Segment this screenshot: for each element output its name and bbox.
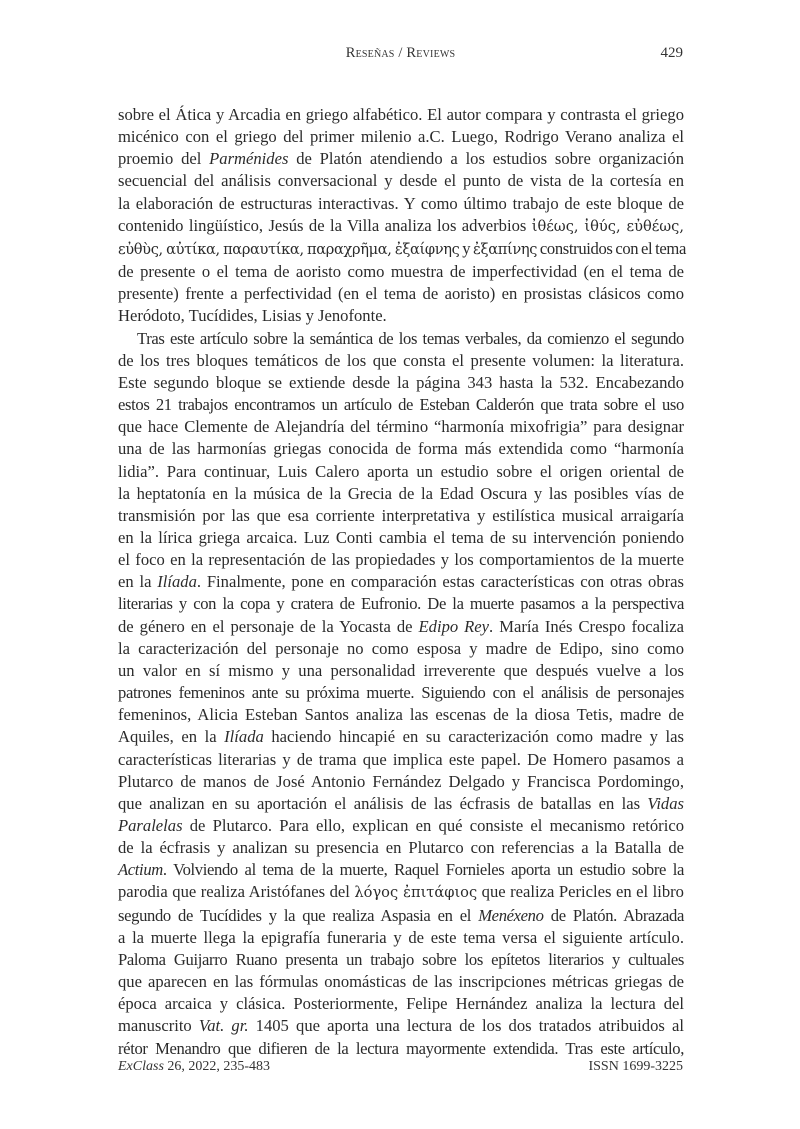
- italic-title: Paralelas: [118, 816, 183, 835]
- text-run: patrones femeninos ante su próxima muerte. Siguiendo con el análisis de personajes: [118, 683, 684, 703]
- text-line: [118, 859, 684, 881]
- text-line: [118, 993, 684, 1015]
- text-run: estos 21 trabajos encontramos un artículo de Esteban Calderón que trata sobre el uso: [118, 395, 684, 415]
- text-run: secuencial del análisis conversacional y desde el punto de vista de la cortesía en: [118, 171, 684, 191]
- text-run: Tras este artículo sobre la semántica de los temas verbales, da comienzo el segundo: [137, 328, 684, 348]
- text-run: de los tres bloques temáticos de los que consta el presente volumen: la literatura.: [118, 350, 684, 370]
- text-run: un valor en sí mismo y una personalidad irreverente que después vuelve a los: [118, 660, 684, 680]
- text-line: [118, 837, 684, 859]
- text-line: [118, 215, 684, 238]
- page-header: [118, 45, 683, 67]
- text-line: [118, 170, 684, 192]
- text-line: [118, 616, 684, 638]
- text-run: micénico con el griego del primer milenio a.C. Luego, Rodrigo Verano analiza el: [118, 127, 684, 147]
- text-run: Plutarco de manos de José Antonio Fernández Delgado y Francisca Pordomingo,: [118, 771, 684, 791]
- text-line: [118, 571, 684, 593]
- italic-title: Menéxeno: [478, 905, 544, 925]
- text-line: [118, 438, 684, 460]
- text-run: de género en el personaje de la Yocasta de: [118, 616, 419, 636]
- italic-title: Parménides: [209, 149, 289, 169]
- italic-title: Ilíada: [157, 572, 197, 592]
- text-run: literarias y con la copa y cratera de Eufronio. De la muerte pasamos a la perspectiva: [118, 594, 684, 614]
- text-run: de Plutarco. Para ello, explican en qué consiste el mecanismo retórico: [182, 816, 684, 835]
- greek-term: λόγος ἐπιτάφιος: [354, 884, 478, 902]
- text-run: en la lírica griega arcaica. Luz Conti cambia el tema de su intervención poniendo: [118, 527, 684, 547]
- text-run: presente) frente a perfectividad (en el tema de aoristo) en prosistas clásicos como: [118, 284, 684, 304]
- text-line: [118, 238, 684, 261]
- text-line: [118, 350, 684, 372]
- text-run: la elaboración de estructuras interactivas. Y como último trabajo de este bloque de: [118, 193, 684, 213]
- greek-term: ἰθέως, ἰθύς, εὐθέως,: [531, 217, 684, 235]
- text-run: rétor Menandro que difieren de la lectura mayormente extendida. Tras este artículo,: [118, 1038, 684, 1058]
- text-run: el foco en la representación de las propiedades y los comportamientos de la muerte: [118, 550, 684, 570]
- issn: ISSN 1699-3225: [588, 1059, 683, 1074]
- text-run: femeninos, Alicia Esteban Santos analiza las escenas de la diosa Tetis, madre de: [118, 705, 684, 725]
- text-run: y: [459, 238, 474, 258]
- text-line: [118, 126, 684, 148]
- text-line: [118, 1015, 684, 1037]
- text-run: la caracterización del personaje no como esposa y madre de Edipo, sino como: [118, 638, 684, 658]
- text-line: [118, 927, 684, 949]
- text-run: época arcaica y clásica. Posteriormente, Felipe Hernández analiza la lectura del: [118, 994, 684, 1014]
- text-line: [118, 328, 684, 350]
- text-run: construidos con el tema: [537, 238, 686, 258]
- italic-title: Vidas: [647, 793, 684, 813]
- text-run: en la: [118, 572, 158, 592]
- text-run: que realiza Pericles en el libro: [477, 882, 684, 902]
- text-run: que hace Clemente de Alejandría del término “harmonía mixofrigia” para designar: [118, 417, 684, 437]
- greek-term: εὐθὺς, αὐτίκα, παραυτίκα, παραχρῆμα, ἐξαίφνης: [118, 240, 460, 258]
- text-run: proemio del: [118, 149, 210, 169]
- italic-title: Vat. gr.: [198, 1016, 249, 1036]
- text-line: [118, 549, 684, 571]
- text-line: [118, 372, 684, 394]
- text-line: [118, 283, 684, 305]
- text-line: [118, 261, 684, 283]
- text-run: Paloma Guijarro Ruano presenta un trabajo sobre los epítetos literarios y cultuales: [118, 949, 684, 969]
- text-run: a la muerte llega la epigrafía funeraria y de este tema versa el siguiente artículo.: [118, 927, 684, 947]
- text-run: . Finalmente, pone en comparación estas características con otras obras: [196, 572, 684, 592]
- text-run: segundo de Tucídides y la que realiza Aspasia en el: [118, 905, 479, 925]
- text-run: Heródoto, Tucídides, Lisias y Jenofonte.: [118, 306, 387, 326]
- text-line: [118, 726, 684, 748]
- page-number: 429: [660, 45, 683, 61]
- text-line: [118, 461, 684, 483]
- text-line: [118, 394, 684, 416]
- text-run: de la écfrasis y analizan su presencia en Plutarco con referencias a la Batalla de: [118, 838, 684, 858]
- text-line: [118, 793, 684, 815]
- text-line: [118, 1038, 684, 1060]
- italic-title: Actium: [118, 860, 163, 880]
- text-run: . Volviendo al tema de la muerte, Raquel Fornieles aporta un estudio sobre la: [162, 860, 684, 880]
- text-line: [118, 949, 684, 971]
- text-line: [118, 593, 684, 615]
- text-line: [118, 483, 684, 505]
- text-run: contenido lingüístico, Jesús de la Villa analiza los adverbios: [118, 215, 532, 235]
- text-run: manuscrito: [118, 1016, 199, 1036]
- volume-year-pages: 26, 2022, 235-483: [163, 1059, 271, 1074]
- text-line: [118, 905, 684, 927]
- text-run: de Platón atendiendo a los estudios sobre organización: [288, 149, 684, 169]
- text-line: [118, 305, 684, 327]
- text-line: [118, 771, 684, 793]
- text-run: parodia que realiza Aristófanes del: [118, 882, 355, 902]
- text-run: la heptatonía en la música de la Grecia de la Edad Oscura y las posibles vías de: [118, 483, 684, 503]
- text-line: [118, 749, 684, 771]
- text-line: [118, 193, 684, 215]
- text-line: [118, 638, 684, 660]
- text-run: . María Inés Crespo focaliza: [489, 616, 684, 636]
- greek-term: ἐξαπίνης: [473, 240, 538, 258]
- text-line: [118, 416, 684, 438]
- text-run: de Platón. Abrazada: [543, 905, 684, 925]
- text-line: [118, 682, 684, 704]
- text-run: que analizan en su aportación el análisis de las écfrasis de batallas en las: [118, 793, 648, 813]
- text-line: [118, 148, 684, 170]
- text-run: una de las harmonías griegas conocida de forma más extendida como “harmonía: [118, 439, 684, 459]
- text-line: [118, 881, 684, 904]
- italic-title: Ilíada: [224, 727, 264, 747]
- text-run: Aquiles, en la: [118, 727, 225, 747]
- text-line: [118, 815, 684, 837]
- text-line: [118, 660, 684, 682]
- text-line: [118, 971, 684, 993]
- text-line: [118, 527, 684, 549]
- text-run: transmisión por las que esa corriente interpretativa y estilística musical arraigaría: [118, 505, 684, 525]
- text-run: de presente o el tema de aoristo como muestra de imperfectividad (en el tema de: [118, 262, 684, 282]
- review-body-text: [118, 104, 684, 1060]
- page-footer: [118, 1059, 683, 1079]
- text-line: [118, 505, 684, 527]
- text-line: [118, 104, 684, 126]
- running-head: Reseñas / Reviews: [345, 45, 456, 61]
- text-line: [118, 704, 684, 726]
- text-run: lidia”. Para continuar, Luis Calero aporta un estudio sobre el origen oriental de: [118, 461, 684, 481]
- text-run: características literarias y de trama que implica este papel. De Homero pasamos a: [118, 749, 684, 769]
- text-run: sobre el Ática y Arcadia en griego alfabético. El autor compara y contrasta el griego: [118, 105, 684, 124]
- text-run: 1405 que aporta una lectura de los dos tratados atribuidos al: [248, 1016, 684, 1036]
- text-run: que aparecen en las fórmulas onomásticas de las inscripciones métricas griegas de: [118, 972, 684, 992]
- text-run: haciendo hincapié en su caracterización como madre y las: [263, 727, 684, 747]
- journal-title: ExClass: [118, 1059, 164, 1074]
- text-run: Este segundo bloque se extiende desde la página 343 hasta la 532. Encabezando: [118, 372, 684, 392]
- italic-title: Edipo Rey: [418, 616, 490, 636]
- journal-citation: [118, 1059, 270, 1075]
